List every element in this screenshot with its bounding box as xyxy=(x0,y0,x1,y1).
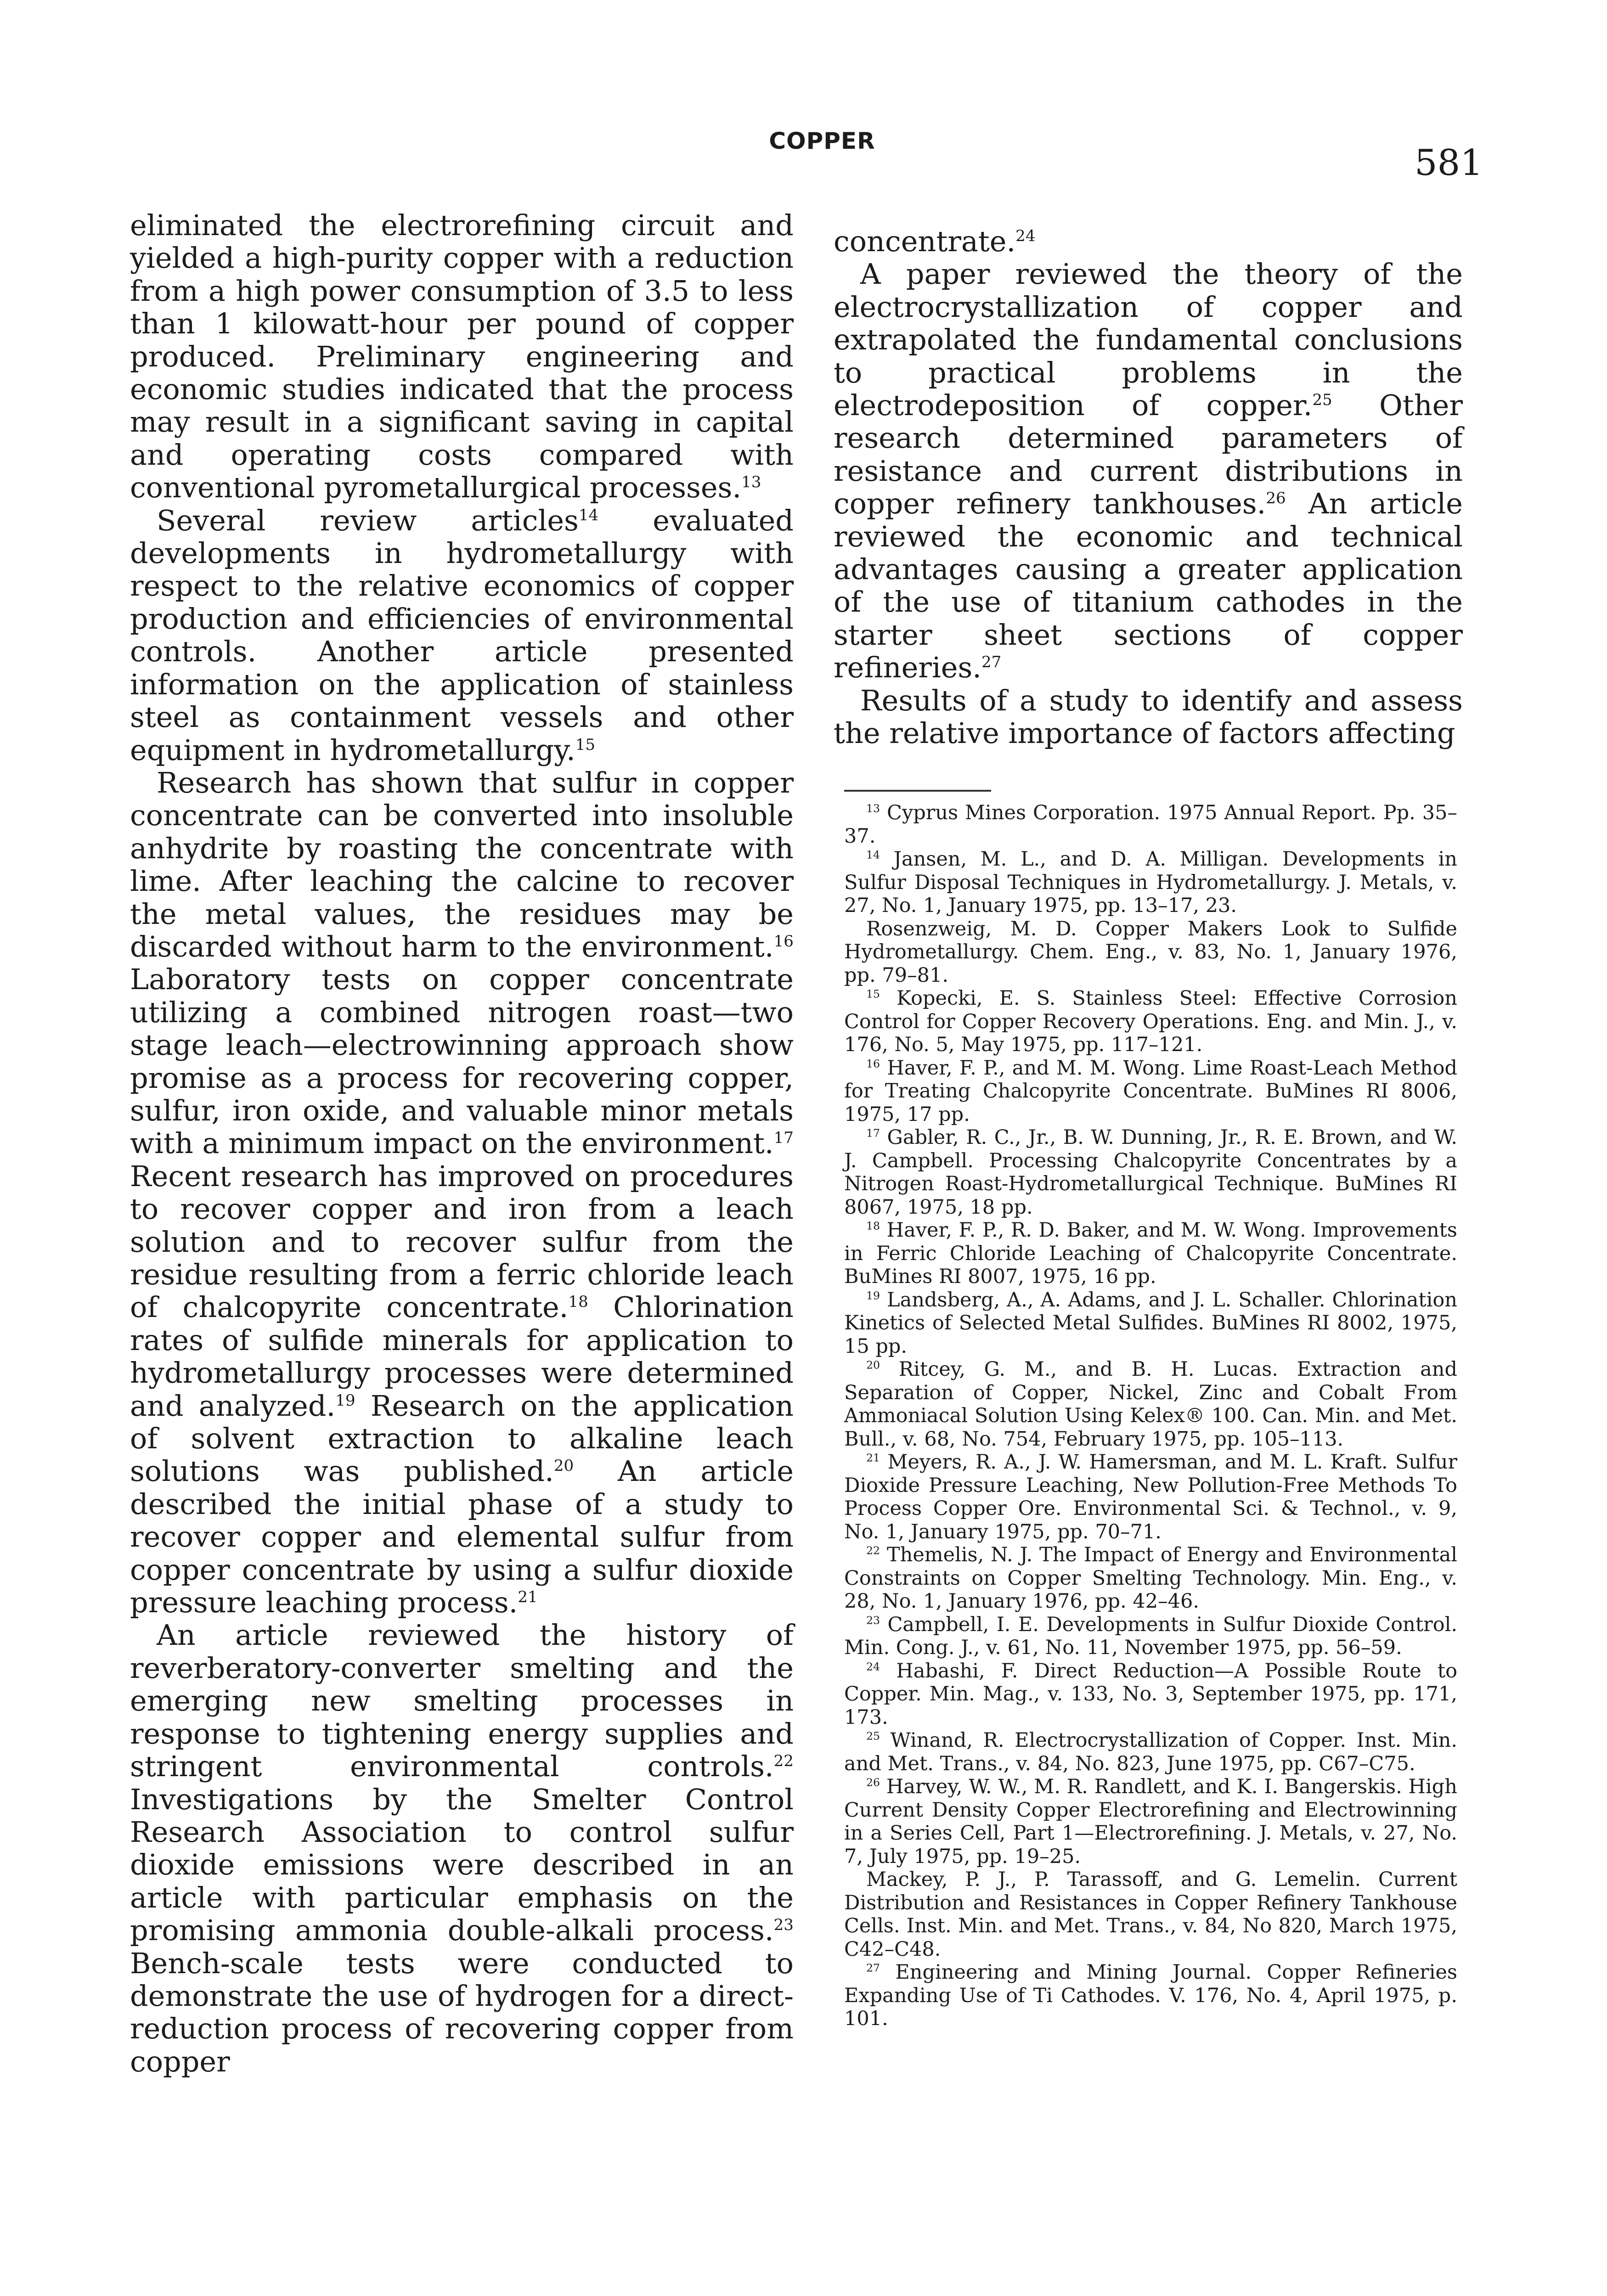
running-head: COPPER xyxy=(769,128,875,154)
footnote-ref: 20 xyxy=(553,1457,574,1475)
footnote-ref: 16 xyxy=(773,932,794,951)
footnote: $^{27}$ Engineering and Mining Journal. Copper Refineries Expanding Use of Ti Cathodes. V. 176, No. 4, April 1975, p. 101. xyxy=(844,1961,1457,2030)
footnote-ref: 18 xyxy=(568,1293,588,1311)
footnote: $^{18}$ Haver, F. P., R. D. Baker, and M. W. Wong. Improvements in Ferric Chloride Leaching of Chalcopyrite Concentrate. BuMines RI 8007, 1975, 16 pp. xyxy=(844,1219,1457,1288)
footnote: $^{17}$ Gabler, R. C., Jr., B. W. Dunning, Jr., R. E. Brown, and W. J. Campbell. Processing Chalcopyrite Concentrates by a Nitrogen Roast-Hydrometallurgical Technique. BuMines RI 8067, 1975, 18 pp. xyxy=(844,1126,1458,1219)
paragraph: A paper reviewed the theory of the electrocrystallization of copper and extrapolated the fundamental conclusions to practical problems in the electrodeposition of copper.$^{25}$ Other research determined parameters of resistance and current distributions in copper refinery tankhouses.$^{26}$ An article reviewed the economic and technical advantages causing a greater application of the use of titanium cathodes in the starter sheet sections of copper refineries.$^{27}$ xyxy=(834,257,1463,685)
paragraph: Research has shown that sulfur in copper concentrate can be converted into insoluble anhydrite by roasting the concentrate with lime. After leaching the calcine to recover the metal values, the residues may be discarded without harm to the environment.$^{16}$ Laboratory tests on copper concentrate utilizing a combined nitrogen roast—two stage leach—electrowinning approach show promise as a process for recovering copper, sulfur, iron oxide, and valuable minor metals with a minimum impact on the environment.$^{17}$ Recent research has improved on procedures to recover copper and iron from a leach solution and to recover sulfur from the residue resulting from a ferric chloride leach of chalcopyrite concentrate.$^{18}$ Chlorination rates of sulfide minerals for application to hydrometallurgy processes were determined and analyzed.$^{19}$ Research on the application of solvent extraction to alkaline leach solutions was published.$^{20}$ An article described the initial phase of a study to recover copper and elemental sulfur from copper concentrate by using a sulfur dioxide pressure leaching process.$^{21}$ xyxy=(130,765,794,1620)
footnote: $^{26}$ Harvey, W. W., M. R. Randlett, and K. I. Bangerskis. High Current Density Copper Electrorefining and Electrowinning in a Series Cell, Part 1—Electrorefining. J. Metals, v. 27, No. 7, July 1975, pp. 19–25. xyxy=(844,1775,1458,1868)
footnote: $^{13}$ Cyprus Mines Corporation. 1975 Annual Report. Pp. 35–37. xyxy=(844,801,1457,848)
left-column xyxy=(130,209,794,2078)
footnote: Mackey, P. J., P. Tarassoff, and G. Lemelin. Current Distribution and Resistances in Copper Refinery Tankhouse Cells. Inst. Min. and Met. Trans., v. 84, No 820, March 1975, C42–C48. xyxy=(844,1868,1457,1961)
footnote-ref: 24 xyxy=(1015,226,1036,245)
footnote: $^{25}$ Winand, R. Electrocrystallization of Copper. Inst. Min. and Met. Trans., v. 84, No. 823, June 1975, pp. C67–C75. xyxy=(844,1729,1457,1775)
footnote-ref: 15 xyxy=(575,735,596,754)
page-number: 581 xyxy=(1415,142,1483,184)
footnote-ref: 27 xyxy=(981,653,1002,672)
footnote-divider xyxy=(844,790,991,792)
paragraph: Results of a study to identify and assess the relative importance of factors affecting xyxy=(834,683,1463,750)
footnote-ref: 26 xyxy=(1266,489,1286,508)
footnote: $^{23}$ Campbell, I. E. Developments in Sulfur Dioxide Control. Min. Cong. J., v. 61, No. 11, November 1975, pp. 56–59. xyxy=(844,1613,1458,1659)
footnote-ref: 19 xyxy=(335,1391,355,1410)
paragraph: An article reviewed the history of reverberatory-converter smelting and the emerging new smelting processes in response to tightening energy supplies and stringent environmental controls.$^{22}$ Investigations by the Smelter Control Research Association to control sulfur dioxide emissions were described in an article with particular emphasis on the promising ammonia double-alkali process.$^{23}$ Bench-scale tests were conducted to demonstrate the use of hydrogen for a direct-reduction process of recovering copper from copper xyxy=(130,1618,794,2078)
footnote: Rosenzweig, M. D. Copper Makers Look to Sulfide Hydrometallurgy. Chem. Eng., v. 83, No. 1, January 1976, pp. 79–81. xyxy=(844,917,1457,987)
footnote-ref: 23 xyxy=(773,1915,794,1934)
footnotes xyxy=(844,801,1457,2031)
footnote-ref: 14 xyxy=(578,506,599,524)
footnote-ref: 25 xyxy=(1312,390,1332,409)
paragraph: Several review articles$^{14}$ evaluated developments in hydrometallurgy with respect to the relative economics of copper production and efficiencies of environmental controls. Another article presented information on the application of stainless steel as containment vessels and other equipment in hydrometallurgy.$^{15}$ xyxy=(130,503,794,767)
footnote: $^{21}$ Meyers, R. A., J. W. Hamersman, and M. L. Kraft. Sulfur Dioxide Pressure Leaching, New Pollution-Free Methods To Process Copper Ore. Environmental Sci. & Technol., v. 9, No. 1, January 1975, pp. 70–71. xyxy=(844,1451,1457,1543)
footnote: $^{20}$ Ritcey, G. M., and B. H. Lucas. Extraction and Separation of Copper, Nickel, Zinc and Cobalt From Ammoniacal Solution Using Kelex® 100. Can. Min. and Met. Bull., v. 68, No. 754, February 1975, pp. 105–113. xyxy=(844,1358,1458,1451)
paragraph: concentrate.$^{24}$ xyxy=(834,225,1036,258)
footnote: $^{14}$ Jansen, M. L., and D. A. Milligan. Developments in Sulfur Disposal Techniques in Hydrometallurgy. J. Metals, v. 27, No. 1, January 1975, pp. 13–17, 23. xyxy=(844,848,1458,917)
footnote: $^{24}$ Habashi, F. Direct Reduction—A Possible Route to Copper. Min. Mag., v. 133, No. 3, September 1975, pp. 171, 173. xyxy=(844,1659,1457,1729)
footnote: $^{19}$ Landsberg, A., A. Adams, and J. L. Schaller. Chlorination Kinetics of Selected Metal Sulfides. BuMines RI 8002, 1975, 15 pp. xyxy=(844,1288,1457,1358)
footnote: $^{22}$ Themelis, N. J. The Impact of Energy and Environmental Constraints on Copper Smelting Technology. Min. Eng., v. 28, No. 1, January 1976, pp. 42–46. xyxy=(844,1543,1457,1613)
page-header xyxy=(0,128,1607,183)
footnote: $^{15}$ Kopecki, E. S. Stainless Steel: Effective Corrosion Control for Copper Recovery Operations. Eng. and Min. J., v. 176, No. 5, May 1975, pp. 117–121. xyxy=(844,987,1457,1056)
paragraph: eliminated the electrorefining circuit and yielded a high-purity copper with a reduction from a high power consumption of 3.5 to less than 1 kilowatt-hour per pound of copper produced. Preliminary engineering and economic studies indicated that the process may result in a significant saving in capital and operating costs compared with conventional pyrometallurgical processes.$^{13}$ xyxy=(130,208,794,505)
footnote-ref: 17 xyxy=(773,1129,794,1148)
right-column xyxy=(834,225,1463,750)
footnote-ref: 13 xyxy=(741,473,761,492)
footnote-ref: 21 xyxy=(518,1587,538,1606)
footnote-ref: 22 xyxy=(773,1751,794,1770)
footnote: $^{16}$ Haver, F. P., and M. M. Wong. Lime Roast-Leach Method for Treating Chalcopyrite Concentrate. BuMines RI 8006, 1975, 17 pp. xyxy=(844,1056,1457,1126)
